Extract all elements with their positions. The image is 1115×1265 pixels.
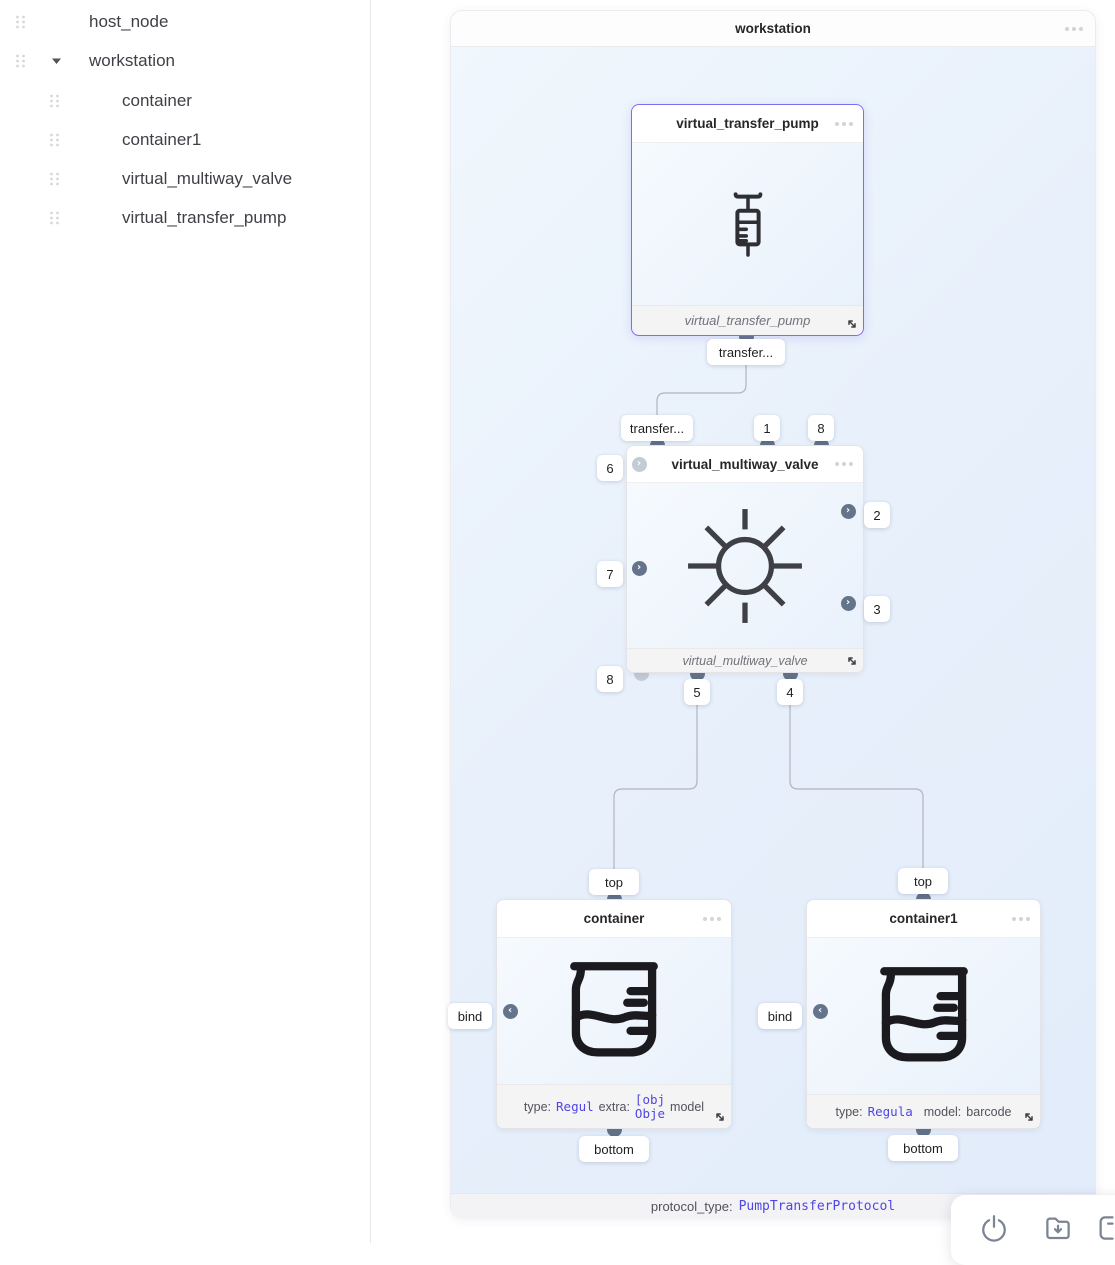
edge-valve4-to-container1-top[interactable] (790, 680, 923, 897)
beaker-icon (871, 957, 977, 1075)
port-label-valve-4[interactable]: 4 (777, 679, 803, 705)
node-footer (497, 1084, 731, 1128)
node-menu-icon[interactable] (1012, 917, 1030, 921)
port-label-container1-bind[interactable]: bind (758, 1003, 802, 1029)
port-label-container-bottom[interactable]: bottom (579, 1136, 649, 1162)
tree-item-label[interactable]: host_node (89, 12, 169, 31)
port-label-valve-6[interactable]: 6 (597, 455, 623, 481)
drag-handle-icon[interactable] (14, 14, 27, 30)
node-body (627, 483, 863, 648)
port-label-valve-2[interactable]: 2 (864, 502, 890, 528)
node-body (807, 938, 1040, 1094)
resize-handle-icon[interactable] (714, 1111, 726, 1123)
node-menu-icon[interactable] (703, 917, 721, 921)
tree-item-host-node[interactable] (14, 9, 168, 35)
tree-item-virtual-transfer-pump[interactable] (48, 205, 286, 231)
node-title: virtual_multiway_valve (671, 456, 819, 472)
property-value: barcode (966, 1104, 1012, 1119)
node-body (497, 938, 731, 1084)
power-icon (979, 1213, 1009, 1243)
node-title: virtual_transfer_pump (676, 116, 819, 131)
node-properties (830, 1104, 1018, 1119)
tree-item-container1[interactable] (48, 127, 201, 153)
load-folder-button[interactable] (1042, 1212, 1074, 1244)
collapse-caret-icon[interactable] (51, 57, 62, 65)
node-alias: virtual_multiway_valve (682, 653, 808, 668)
save-icon (1095, 1213, 1115, 1243)
port-label-valve-5[interactable]: 5 (684, 679, 710, 705)
tree-item-label[interactable]: container (122, 91, 192, 110)
valve-icon (684, 505, 806, 627)
protocol-type-value: PumpTransferProtocol (738, 1199, 896, 1214)
folder-download-icon (1043, 1213, 1073, 1243)
node-container[interactable] (496, 899, 732, 1129)
port-label-container-bind[interactable]: bind (448, 1003, 492, 1029)
tree-item-workstation[interactable] (14, 48, 175, 74)
property-value: Regula (867, 1104, 913, 1119)
resize-handle-icon[interactable] (1023, 1111, 1035, 1123)
power-button[interactable] (978, 1212, 1010, 1244)
resize-handle-icon[interactable] (846, 655, 858, 667)
node-container1[interactable] (806, 899, 1041, 1129)
syringe-icon (725, 149, 771, 299)
tree-item-label[interactable]: virtual_multiway_valve (122, 169, 293, 188)
node-footer (627, 648, 863, 672)
beaker-icon (561, 952, 667, 1070)
node-virtual-transfer-pump[interactable] (631, 104, 864, 336)
port-handle-valve-7[interactable]: › (632, 561, 647, 576)
port-handle-container-bind[interactable]: ‹ (503, 1004, 518, 1019)
port-label-valve-3[interactable]: 3 (864, 596, 890, 622)
property-value: [obj (634, 1092, 666, 1107)
port-handle-container1-bind[interactable]: ‹ (813, 1004, 828, 1019)
port-label-container1-top[interactable]: top (898, 868, 948, 894)
drag-handle-icon[interactable] (48, 210, 61, 226)
port-label-container1-bottom[interactable]: bottom (888, 1135, 958, 1161)
tree-item-virtual-multiway-valve[interactable] (48, 166, 292, 192)
action-toolbar (951, 1195, 1115, 1265)
drag-handle-icon[interactable] (14, 53, 27, 69)
node-header[interactable] (627, 446, 863, 483)
drag-handle-icon[interactable] (48, 93, 61, 109)
tree-item-label[interactable]: virtual_transfer_pump (122, 208, 287, 227)
property-label: model: (923, 1104, 962, 1119)
node-header[interactable] (632, 105, 863, 143)
resize-handle-icon[interactable] (846, 318, 858, 330)
group-title: workstation (735, 21, 811, 36)
save-button[interactable] (1094, 1212, 1115, 1244)
port-label-pump-transfer[interactable]: transfer... (707, 339, 785, 365)
port-label-valve-7[interactable]: 7 (597, 561, 623, 587)
flow-canvas (451, 11, 1095, 1217)
property-value: Obje (634, 1105, 666, 1121)
node-footer (632, 305, 863, 335)
node-title: container1 (889, 911, 958, 926)
property-label: model (670, 1099, 705, 1114)
tree-item-label[interactable]: container1 (122, 130, 202, 149)
node-footer (807, 1094, 1040, 1128)
tree-item-label[interactable]: workstation (89, 51, 175, 70)
node-menu-icon[interactable] (835, 122, 853, 126)
property-label: extra: (598, 1099, 630, 1114)
group-header[interactable] (451, 11, 1095, 47)
port-handle-valve-3[interactable]: › (841, 596, 856, 611)
property-label: type: (835, 1104, 863, 1119)
port-handle-valve-6[interactable]: › (632, 457, 647, 472)
port-label-container-top[interactable]: top (589, 869, 639, 895)
tree-sidebar (0, 0, 371, 1243)
property-label: type: (523, 1099, 552, 1114)
edge-valve5-to-container-top[interactable] (614, 680, 697, 897)
drag-handle-icon[interactable] (48, 171, 61, 187)
node-body (632, 143, 863, 305)
node-header[interactable] (497, 900, 731, 938)
tree-item-container[interactable] (48, 88, 192, 114)
group-menu-icon[interactable] (1065, 27, 1083, 31)
port-label-valve-8-top[interactable]: 8 (808, 415, 834, 441)
protocol-type-label: protocol_type: (650, 1199, 733, 1214)
port-handle-valve-2[interactable]: › (841, 504, 856, 519)
node-menu-icon[interactable] (835, 462, 853, 466)
port-label-valve-transfer[interactable]: transfer... (621, 415, 693, 441)
node-properties (518, 1093, 710, 1121)
port-label-valve-8-left[interactable]: 8 (597, 666, 623, 692)
node-virtual-multiway-valve[interactable] (626, 445, 864, 673)
drag-handle-icon[interactable] (48, 132, 61, 148)
port-label-valve-1[interactable]: 1 (754, 415, 780, 441)
property-value: Regul (556, 1099, 594, 1114)
node-title: container (583, 911, 645, 926)
node-header[interactable] (807, 900, 1040, 938)
workstation-group-node[interactable] (450, 10, 1096, 1218)
node-alias: virtual_transfer_pump (684, 313, 811, 328)
